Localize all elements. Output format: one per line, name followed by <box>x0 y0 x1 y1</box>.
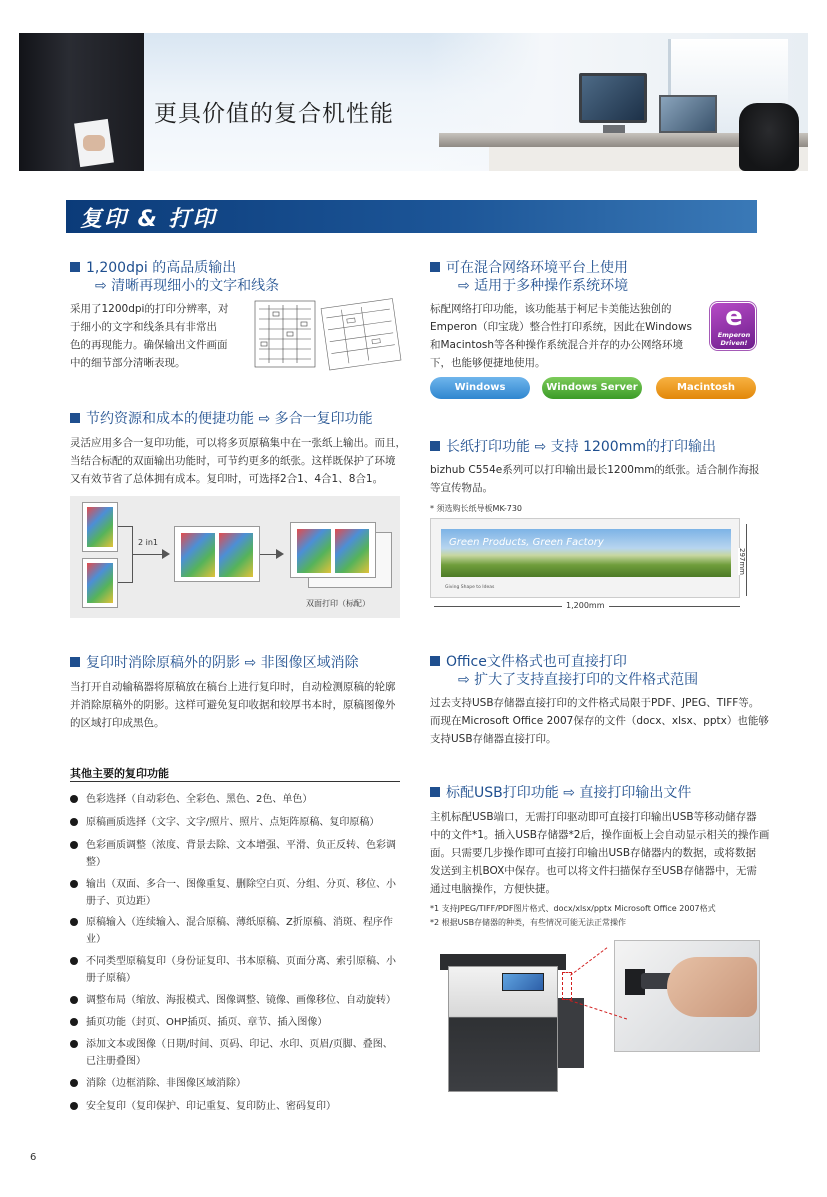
shadow-body <box>70 678 396 732</box>
circuit-drawing-image <box>253 297 403 371</box>
paper-slogan: Green Products, Green Factory <box>449 537 604 548</box>
usb-port-highlight <box>562 972 572 1000</box>
arrow-right-icon <box>276 549 284 559</box>
usb-heading <box>430 784 691 803</box>
usb-note: *1 支持JPEG/TIFF/PDF图片格式、docx/xlsx/pptx Microsoft Office 2007格式 <box>430 904 716 913</box>
mfp-photo <box>430 940 760 1095</box>
divider <box>70 781 400 782</box>
list-item: 添加文本或图像（日期/时间、页码、印记、水印、页眉/页脚、叠图、已注册叠图） <box>70 1036 400 1070</box>
shadow-line: 的区域打印成黑色。 <box>70 717 165 729</box>
page-content-thumb <box>219 533 253 577</box>
diagram-label: 2 in1 <box>138 538 159 547</box>
other-functions-title: 其他主要的复印功能 <box>70 767 169 780</box>
arrow-right-icon <box>162 549 170 559</box>
list-item: 原稿画质选择（文字、文字/照片、照片、点矩阵原稿、复印原稿） <box>70 814 400 831</box>
paper-small-text: Giving Shape to Ideas <box>445 585 495 590</box>
laptop-icon <box>659 95 717 133</box>
longprint-line: bizhub C554e系列可以打印输出最长1200mm的纸张。适合制作海报 <box>430 464 760 476</box>
page-content-thumb <box>87 563 113 603</box>
longprint-note: * 须选购长纸导板MK-730 <box>430 504 523 513</box>
network-line: Emperon（印宝珑）整合性打印系统，因此在Windows <box>430 321 693 333</box>
os-badge-windows: Windows <box>430 377 530 399</box>
combine-heading <box>70 410 373 429</box>
office-subheading: ⇨ 扩大了支持直接打印的文件格式范围 <box>458 672 699 688</box>
page-content-thumb <box>87 507 113 547</box>
network-body <box>430 300 692 372</box>
usb-line: 主机标配USB端口，无需打印驱动即可直接打印输出USB等移动储存器 <box>430 811 757 823</box>
heading-square-icon <box>430 441 440 451</box>
network-line: 和Macintosh等各种操作系统混合并存的办公网络环境 <box>430 339 684 351</box>
long-paper-sample <box>430 518 740 598</box>
connector-line <box>118 526 132 527</box>
list-item: 原稿输入（连续输入、混合原稿、薄纸原稿、Z折原稿、消斑、程序作业） <box>70 914 400 948</box>
duplex-page-front <box>290 522 376 578</box>
combine-body <box>70 434 406 488</box>
network-line: 标配网络打印功能，该功能基于柯尼卡美能达独创的 <box>430 303 672 315</box>
page-content-thumb <box>335 529 369 573</box>
usb-line: 通过电脑操作，方便快捷。 <box>430 883 556 895</box>
heading-square-icon <box>430 656 440 666</box>
original-page <box>82 502 118 552</box>
height-dimension-label: 297mm <box>738 548 746 575</box>
section-title: 复印 & 打印 <box>80 207 217 232</box>
list-item: 消除（边框消除、非图像区域消除） <box>70 1075 400 1092</box>
connector-line <box>118 582 132 583</box>
combine-diagram <box>70 496 400 618</box>
office-line: 过去支持USB存储器直接打印的文件格式局限于PDF、JPEG、TIFF等。 <box>430 697 760 709</box>
heading-square-icon <box>430 787 440 797</box>
dpi-line: 采用了1200dpi的打印分辨率，对 <box>70 303 229 315</box>
dpi-body <box>70 300 228 372</box>
network-line: 下，也能够便捷地使用。 <box>430 357 546 369</box>
office-chair <box>739 103 799 171</box>
usb-line: 面。只需要几步操作即可直接打印输出USB存储器内的数据，或将数据 <box>430 847 757 859</box>
longprint-body <box>430 461 759 497</box>
width-dimension-label: 1,200mm <box>562 601 609 610</box>
dpi-subheading: ⇨ 清晰再现细小的文字和线条 <box>95 278 280 294</box>
list-item: 输出（双面、多合一、图像重复、删除空白页、分组、分页、移位、小册子、页边距） <box>70 876 400 910</box>
hero-banner-image <box>19 33 808 171</box>
hand <box>667 957 757 1017</box>
list-item: 安全复印（复印保护、印记重复、复印防止、密码复印） <box>70 1098 400 1115</box>
page-content-thumb <box>297 529 331 573</box>
longprint-heading-text: 长纸打印功能 ⇨ 支持 1200mm的打印输出 <box>446 439 716 455</box>
dpi-line: 色的再现能力。确保输出文件画面 <box>70 339 228 351</box>
original-page <box>82 558 118 608</box>
combine-line: 灵活应用多合一复印功能，可以将多页原稿集中在一张纸上输出。而且， <box>70 437 406 449</box>
heading-square-icon <box>70 657 80 667</box>
usb-body <box>430 808 769 898</box>
page-title: 更具价值的复合机性能 <box>154 101 394 127</box>
longprint-heading <box>430 438 716 457</box>
list-item: 色彩画质调整（浓度、背景去除、文本增强、平滑、负正反转、色彩调整） <box>70 837 400 871</box>
combine-line: 又有效节省了总体拥有成本。复印时，可选择2合1、4合1、8合1。 <box>70 473 384 485</box>
emperon-logo <box>710 302 756 350</box>
os-badge-macintosh: Macintosh <box>656 377 756 399</box>
heading-square-icon <box>430 262 440 272</box>
usb-insert-closeup <box>614 940 760 1052</box>
combine-heading-text: 节约资源和成本的便捷功能 ⇨ 多合一复印功能 <box>86 411 373 427</box>
list-item: 插页功能（封页、OHP插页、插页、章节、插入图像） <box>70 1014 400 1031</box>
height-dimension-line <box>746 524 747 596</box>
combined-page <box>174 526 260 582</box>
shadow-line: 并消除原稿外的阴影。这样可避免复印收据和较厚书本时，原稿图像外 <box>70 699 396 711</box>
dpi-line: 于细小的文字和线条具有非常出 <box>70 321 217 333</box>
network-heading-text: 可在混合网络环境平台上使用 <box>446 260 628 276</box>
shadow-line: 当打开自动输稿器将原稿放在稿台上进行复印时，自动检测原稿的轮廓 <box>70 681 396 693</box>
dpi-heading <box>70 259 236 278</box>
office-body <box>430 694 769 748</box>
monitor-icon <box>579 73 647 123</box>
office-line: 而现在Microsoft Office 2007保存的文件（docx、xlsx、pptx）也能够 <box>430 715 769 727</box>
network-heading <box>430 259 628 278</box>
os-badge-windows-server: Windows Server <box>542 377 642 399</box>
circuit-lines-icon <box>253 297 403 371</box>
hand <box>83 135 105 151</box>
shadow-heading <box>70 654 359 673</box>
emperon-letter: e <box>725 302 743 332</box>
connector-line <box>132 554 162 555</box>
dpi-heading-text: 1,200dpi 的高品质输出 <box>86 260 237 276</box>
shadow-heading-text: 复印时消除原稿外的阴影 ⇨ 非图像区域消除 <box>86 655 359 671</box>
usb-line: 发送到主机BOX中保存。也可以将文件扫描保存至USB存储器中，无需 <box>430 865 757 877</box>
list-item: 不同类型原稿复印（身份证复印、书本原稿、页面分离、索引原稿、小册子原稿） <box>70 953 400 987</box>
emperon-text: Emperon Driven! <box>717 331 751 347</box>
dpi-line: 中的细节部分清晰表现。 <box>70 357 186 369</box>
mfp-side-panel <box>558 998 584 1068</box>
monitor-stand <box>603 125 625 133</box>
office-heading <box>430 653 627 672</box>
heading-square-icon <box>70 413 80 423</box>
page-content-thumb <box>181 533 215 577</box>
combine-line: 当结合标配的双面输出功能时，可节约更多的纸张。这样既保护了环境 <box>70 455 396 467</box>
list-item: 调整布局（缩放、海报模式、图像调整、镜像、画像移位、自动旋转） <box>70 992 400 1009</box>
diagram-caption: 双面打印（标配） <box>306 599 370 608</box>
usb-note: *2 根据USB存储器的种类，有些情况可能无法正常操作 <box>430 918 627 927</box>
office-heading-text: Office文件格式也可直接打印 <box>446 654 627 670</box>
page-number: 6 <box>30 1152 37 1163</box>
mfp-control-panel <box>502 973 544 991</box>
office-line: 支持USB存储器直接打印。 <box>430 733 557 745</box>
heading-square-icon <box>70 262 80 272</box>
network-subheading: ⇨ 适用于多种操作系统环境 <box>458 278 629 294</box>
longprint-line: 等宣传物品。 <box>430 482 493 494</box>
list-item: 色彩选择（自动彩色、全彩色、黑色、2色、单色） <box>70 791 400 808</box>
usb-heading-text: 标配USB打印功能 ⇨ 直接打印输出文件 <box>446 785 692 801</box>
usb-line: 中的文件*1。插入USB存储器*2后，操作面板上会自动显示相关的操作画 <box>430 829 770 841</box>
